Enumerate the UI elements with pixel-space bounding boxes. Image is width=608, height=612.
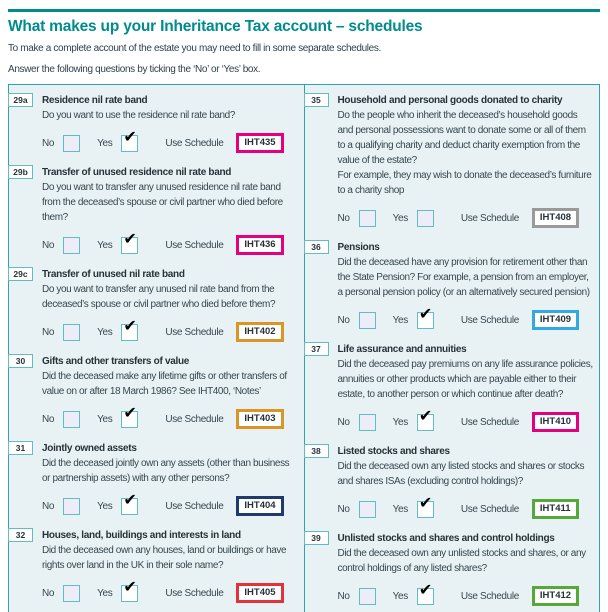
answer-row [337,494,595,519]
no-label: No [337,503,350,515]
use-schedule-label: Use Schedule [460,503,519,515]
question-number: 35 [304,93,329,107]
schedule-box: IHT435 [236,133,283,153]
no-label: No [42,587,55,599]
question-number: 29b [8,165,33,179]
no-checkbox[interactable] [359,414,376,431]
yes-checkbox[interactable] [121,491,138,515]
schedule-box: IHT405 [236,583,283,603]
question-item [9,267,299,342]
no-checkbox[interactable] [359,588,376,605]
question-title: Household and personal goods donated to charity [337,95,563,106]
question-number: 31 [8,441,33,455]
answer-row [337,581,595,606]
no-checkbox[interactable] [63,411,80,428]
no-label: No [42,239,55,251]
question-description: Did the deceased own any listed stocks and shares or stocks and shares ISAs (excluding control holdings)? [337,461,585,487]
no-checkbox[interactable] [63,585,80,602]
yes-checkbox[interactable] [121,317,138,341]
question-number: 37 [304,342,329,356]
question-description: Do you want to transfer any unused residence nil rate band from the deceased’s spouse or civil partner who died before them? [42,182,283,223]
use-schedule-label: Use Schedule [165,326,224,338]
no-checkbox[interactable] [63,237,80,254]
question-description: Did the deceased own any houses, land or buildings or have rights over land in the UK in their sole name? [42,545,287,571]
question-item [305,444,595,519]
yes-label: Yes [392,590,408,602]
questions-area [8,84,600,612]
schedule-box: IHT408 [532,208,579,228]
yes-label: Yes [97,500,113,512]
question-item [9,441,299,516]
question-title: Pensions [337,242,380,253]
question-description: Do the people who inherit the deceased’s household goods and personal possessions want to donate some or all of them to a qualifying charity and deduct charity exemption from the value of the estate? [337,110,586,166]
question-item [305,342,595,432]
checkmark-icon: ✔ [123,578,137,596]
question-title: Houses, land, buildings and interests in land [42,530,241,541]
yes-label: Yes [97,587,113,599]
use-schedule-label: Use Schedule [460,416,519,428]
yes-label: Yes [97,413,113,425]
checkmark-icon: ✔ [123,317,137,335]
question-number: 36 [304,240,329,254]
no-checkbox[interactable] [63,135,80,152]
question-title: Life assurance and annuities [337,344,467,355]
answer-row [42,578,299,603]
yes-checkbox[interactable] [417,494,434,518]
question-item [9,354,299,429]
use-schedule-label: Use Schedule [165,500,224,512]
questions-column-right [304,85,600,612]
question-number: 38 [304,444,329,458]
no-checkbox[interactable] [63,498,80,515]
question-title: Transfer of unused nil rate band [42,269,185,280]
yes-label: Yes [392,212,408,224]
answer-row [337,305,595,330]
answer-row [42,491,299,516]
checkmark-icon: ✔ [123,230,137,248]
no-checkbox[interactable] [63,324,80,341]
no-checkbox[interactable] [359,501,376,518]
page-title: What makes up your Inheritance Tax account – schedules [8,18,423,35]
schedule-box: IHT410 [532,412,579,432]
intro-line-1: To make a complete account of the estate you may need to fill in some separate schedules. [8,43,381,54]
yes-label: Yes [392,416,408,428]
question-item [305,240,595,330]
question-title: Listed stocks and shares [337,446,450,457]
questions-column-left [8,85,304,612]
no-label: No [42,326,55,338]
answer-row [42,230,299,255]
checkmark-icon: ✔ [123,491,137,509]
schedule-box: IHT402 [236,322,283,342]
answer-row [337,407,595,432]
yes-checkbox[interactable] [121,128,138,152]
no-checkbox[interactable] [359,210,376,227]
yes-label: Yes [392,503,408,515]
use-schedule-label: Use Schedule [165,137,224,149]
answer-row [42,404,299,429]
question-item [305,93,595,228]
question-item [9,93,299,153]
checkmark-icon: ✔ [418,305,433,323]
question-title: Residence nil rate band [42,95,148,106]
no-label: No [337,416,350,428]
yes-label: Yes [392,314,408,326]
no-label: No [337,590,350,602]
question-item [9,165,299,255]
question-title: Jointly owned assets [42,443,137,454]
answer-row [42,317,299,342]
no-checkbox[interactable] [359,312,376,329]
checkmark-icon: ✔ [123,128,137,146]
no-label: No [42,413,55,425]
schedule-box: IHT404 [236,496,283,516]
yes-label: Yes [97,239,113,251]
question-description: Do you want to transfer any unused nil rate band from the deceased’s spouse or civil partner who died before them? [42,284,276,310]
question-description: Did the deceased pay premiums on any life assurance policies, annuities or other products which are payable either to their estate, to another person or which continue after death? [337,359,593,400]
question-item [305,531,595,606]
yes-checkbox[interactable] [417,407,434,431]
use-schedule-label: Use Schedule [165,239,224,251]
checkmark-icon: ✔ [418,494,433,512]
yes-checkbox[interactable] [417,581,434,605]
yes-label: Yes [97,326,113,338]
use-schedule-label: Use Schedule [165,413,224,425]
checkmark-icon: ✔ [123,404,137,422]
use-schedule-label: Use Schedule [460,314,519,326]
schedule-box: IHT411 [532,499,579,519]
question-item [9,528,299,603]
question-number: 30 [8,354,33,368]
schedule-box: IHT436 [236,235,283,255]
question-description: Do you want to use the residence nil rate band? [42,110,236,121]
no-label: No [42,500,55,512]
yes-checkbox[interactable] [121,404,138,428]
checkmark-icon: ✔ [418,407,433,425]
schedule-box: IHT409 [532,310,579,330]
no-label: No [337,212,350,224]
use-schedule-label: Use Schedule [460,590,519,602]
use-schedule-label: Use Schedule [460,212,519,224]
question-title: Gifts and other transfers of value [42,356,190,367]
question-description: For example, they may wish to donate the deceased’s furniture to a charity shop [337,170,592,196]
top-rule [8,9,600,12]
no-label: No [42,137,55,149]
checkmark-icon: ✔ [418,581,433,599]
question-description: Did the deceased make any lifetime gifts or other transfers of value on or after 18 March 1986? See IHT400, ‘Notes’ [42,371,287,397]
question-title: Unlisted stocks and shares and control holdings [337,533,555,544]
intro-line-2: Answer the following questions by ticking the ‘No’ or ‘Yes’ box. [8,64,261,75]
question-description: Did the deceased jointly own any assets (other than business or partnership assets) with any other persons? [42,458,290,484]
yes-checkbox[interactable] [417,305,434,329]
answer-row [42,128,299,153]
yes-label: Yes [97,137,113,149]
yes-checkbox[interactable] [121,578,138,602]
question-number: 29a [8,93,33,107]
schedule-box: IHT412 [532,586,579,606]
yes-checkbox[interactable] [121,230,138,254]
answer-row [338,208,595,228]
question-number: 29c [8,267,33,281]
schedule-box: IHT403 [236,409,283,429]
yes-checkbox[interactable] [417,210,434,227]
question-description: Did the deceased have any provision for retirement other than the State Pension? For example, a pension from an employer, a personal pension policy (or an alternatively secured pension) [337,257,590,298]
question-title: Transfer of unused residence nil rate band [42,167,232,178]
no-label: No [337,314,350,326]
question-number: 39 [304,531,329,545]
question-description: Did the deceased own any unlisted stocks and shares, or any control holdings of any listed shares? [337,548,586,574]
question-number: 32 [8,528,33,542]
use-schedule-label: Use Schedule [165,587,224,599]
